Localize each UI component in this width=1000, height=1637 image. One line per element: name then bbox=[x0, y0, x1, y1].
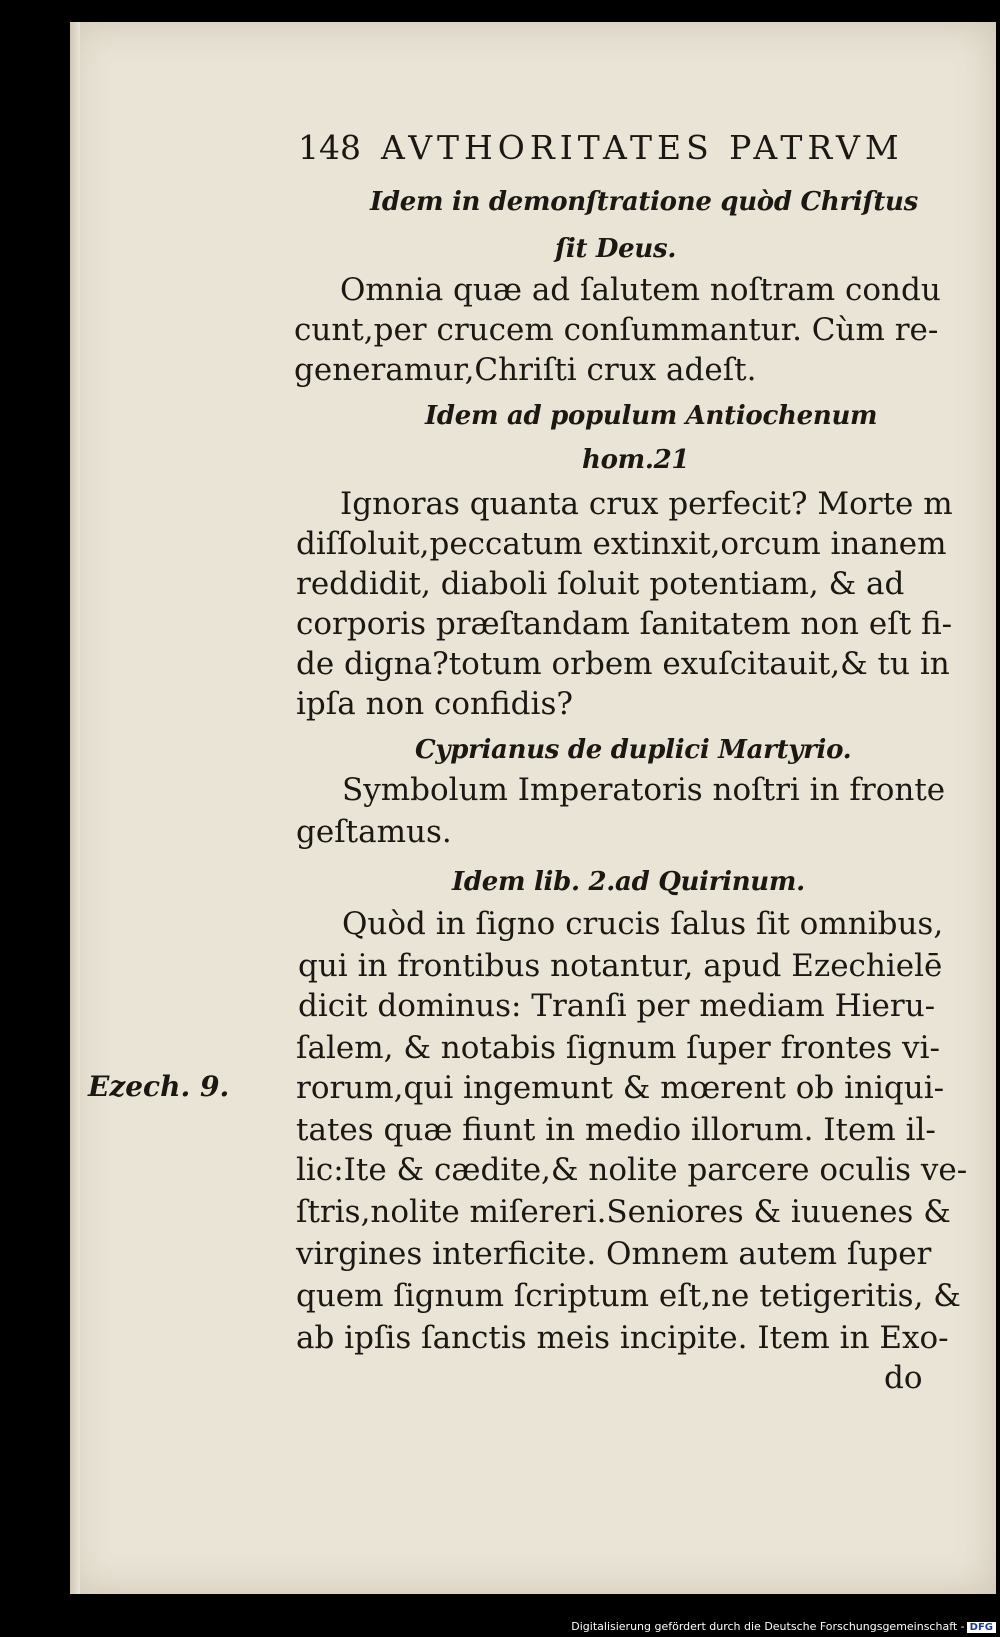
text-line: qui in frontibus notantur, apud Ezechielē bbox=[298, 948, 943, 984]
section-heading: ſit Deus. bbox=[555, 234, 677, 264]
book-page bbox=[70, 22, 996, 1594]
section-heading: Cyprianus de duplici Martyrio. bbox=[415, 735, 852, 765]
text-line: quem ſignum ſcriptum eſt,ne tetigeritis, & bbox=[296, 1278, 961, 1314]
section-heading: Idem ad populum Antiochenum bbox=[425, 401, 878, 431]
text-line: Quòd in ſigno crucis ſalus ſit omnibus, bbox=[342, 906, 944, 942]
text-line: virgines interficite. Omnem autem ſuper bbox=[296, 1236, 932, 1272]
text-line: dicit dominus: Tranſi per mediam Hieru- bbox=[298, 988, 936, 1024]
footer-text: Digitalisierung gefördert durch die Deutsche Forschungsgemeinschaft - bbox=[571, 1620, 965, 1633]
text-line: cunt,per crucem conſummantur. Cùm re- bbox=[294, 312, 939, 348]
dfg-logo: DFG bbox=[967, 1622, 996, 1633]
section-heading: Idem lib. 2.ad Quirinum. bbox=[452, 867, 805, 897]
text-line: Omnia quæ ad ſalutem noſtram condu bbox=[340, 272, 941, 308]
text-line: generamur,Chriſti crux adeſt. bbox=[294, 352, 757, 388]
text-line: rorum,qui ingemunt & mœrent ob iniqui- bbox=[296, 1070, 945, 1106]
text-line: ſalem, & notabis ſignum ſuper frontes vi- bbox=[296, 1030, 940, 1066]
text-line: ab ipſis ſanctis meis incipite. Item in Exo- bbox=[296, 1320, 949, 1356]
section-heading: Idem in demonſtratione quòd Chriſtus bbox=[370, 187, 918, 217]
text-line: geſtamus. bbox=[296, 814, 452, 850]
text-line: tates quæ fiunt in medio illorum. Item il- bbox=[296, 1112, 936, 1148]
margin-note: Ezech. 9. bbox=[88, 1070, 230, 1103]
running-header bbox=[298, 128, 904, 167]
text-line: de digna?totum orbem exuſcitauit,& tu in bbox=[296, 646, 950, 682]
running-head-title: AVTHORITATES PATRVM bbox=[381, 128, 904, 167]
text-line: diſſoluit,peccatum extinxit,orcum inanem bbox=[296, 526, 947, 562]
section-heading: hom.21 bbox=[582, 445, 690, 475]
text-line: ſtris,nolite miſereri.Seniores & iuuenes & bbox=[296, 1194, 951, 1230]
text-line: lic:Ite & cædite,& nolite parcere oculis ve- bbox=[296, 1152, 968, 1188]
text-line: corporis præſtandam ſanitatem non eſt fi- bbox=[296, 606, 953, 642]
text-line: ipſa non confidis? bbox=[296, 686, 573, 722]
digitization-footer bbox=[571, 1620, 996, 1633]
page-number: 148 bbox=[298, 128, 361, 167]
page-gutter bbox=[70, 22, 80, 1594]
catchword: do bbox=[884, 1360, 923, 1396]
text-line: Ignoras quanta crux perfecit? Morte m bbox=[340, 486, 953, 522]
text-line: Symbolum Imperatoris noſtri in fronte bbox=[342, 772, 946, 808]
text-line: reddidit, diaboli ſoluit potentiam, & ad bbox=[296, 566, 905, 602]
